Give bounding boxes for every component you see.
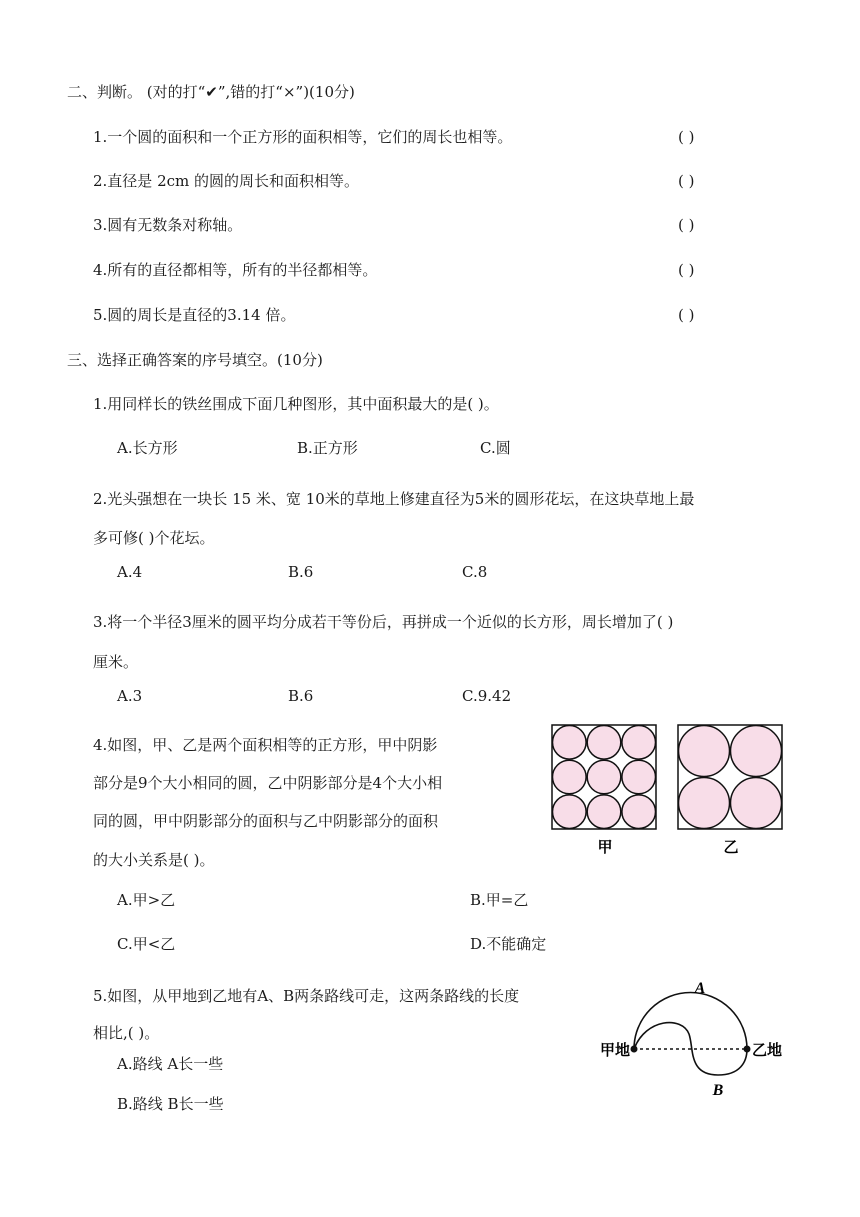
judge-item-3: 3.圆有无数条对称轴。 (93, 216, 243, 234)
q4-option-b[interactable]: B.甲=乙 (470, 891, 529, 909)
judge-item-4: 4.所有的直径都相等，所有的半径都相等。 (93, 261, 378, 279)
q4-option-a[interactable]: A.甲>乙 (117, 891, 176, 909)
route-b-label: B (712, 1082, 724, 1099)
choice-question-2-line1: 2.光头强想在一块长 15 米、宽 10米的草地上修建直径为5米的圆形花坛，在这块草地上最 (93, 490, 695, 508)
q3-option-a[interactable]: A.3 (117, 687, 143, 705)
choice-question-2-line2: 多可修( )个花坛。 (93, 529, 215, 547)
judge-item-1: 1.一个圆的面积和一个正方形的面积相等，它们的周长也相等。 (93, 128, 513, 146)
choice-question-1: 1.用同样长的铁丝围成下面几种图形，其中面积最大的是( )。 (93, 395, 499, 413)
answer-blank-3[interactable]: ( ) (678, 216, 695, 234)
section-2-heading: 二、判断。 (对的打“✔”,错的打“×”)(10分) (67, 83, 355, 101)
label-yi: 乙 (723, 838, 739, 856)
end-point (744, 1046, 751, 1053)
q3-option-c[interactable]: C.9.42 (462, 687, 512, 705)
routes-figure (590, 970, 800, 1110)
start-label: 甲地 (599, 1041, 630, 1059)
q1-option-c[interactable]: C.圆 (480, 439, 511, 457)
end-label: 乙地 (752, 1041, 783, 1059)
choice-question-4-line3: 同的圆，甲中阴影部分的面积与乙中阴影部分的面积 (93, 812, 439, 830)
choice-question-4-line2: 部分是9个大小相同的圆，乙中阴影部分是4个大小相 (93, 774, 443, 792)
q2-option-b[interactable]: B.6 (288, 563, 314, 581)
choice-question-4-line4: 的大小关系是( )。 (93, 851, 215, 869)
q1-option-b[interactable]: B.正方形 (297, 439, 358, 457)
q3-option-b[interactable]: B.6 (288, 687, 314, 705)
answer-blank-2[interactable]: ( ) (678, 172, 695, 190)
choice-question-4-line1: 4.如图，甲、乙是两个面积相等的正方形，甲中阴影 (93, 736, 438, 754)
square-jia (552, 725, 656, 829)
square-yi (678, 725, 782, 829)
q1-option-a[interactable]: A.长方形 (117, 439, 178, 457)
route-a-label: A (694, 980, 706, 997)
answer-blank-5[interactable]: ( ) (678, 306, 695, 324)
q5-option-a[interactable]: A.路线 A长一些 (117, 1055, 224, 1073)
choice-question-3-line1: 3.将一个半径3厘米的圆平均分成若干等份后，再拼成一个近似的长方形，周长增加了( ) (93, 613, 674, 631)
q5-option-b[interactable]: B.路线 B长一些 (117, 1095, 224, 1113)
judge-item-5: 5.圆的周长是直径的3.14 倍。 (93, 306, 296, 324)
q4-option-c[interactable]: C.甲<乙 (117, 935, 176, 953)
choice-question-5-line2: 相比,( )。 (93, 1024, 160, 1042)
start-point (631, 1046, 638, 1053)
q2-option-c[interactable]: C.8 (462, 563, 488, 581)
label-jia: 甲 (597, 838, 613, 856)
q4-option-d[interactable]: D.不能确定 (470, 935, 547, 953)
q2-option-a[interactable]: A.4 (117, 563, 143, 581)
choice-question-3-line2: 厘米。 (93, 653, 139, 671)
judge-item-2: 2.直径是 2cm 的圆的周长和面积相等。 (93, 172, 360, 190)
answer-blank-4[interactable]: ( ) (678, 261, 695, 279)
section-3-heading: 三、选择正确答案的序号填空。(10分) (67, 351, 323, 369)
squares-circles-figure (548, 720, 788, 860)
choice-question-5-line1: 5.如图，从甲地到乙地有A、B两条路线可走，这两条路线的长度 (93, 987, 520, 1005)
answer-blank-1[interactable]: ( ) (678, 128, 695, 146)
